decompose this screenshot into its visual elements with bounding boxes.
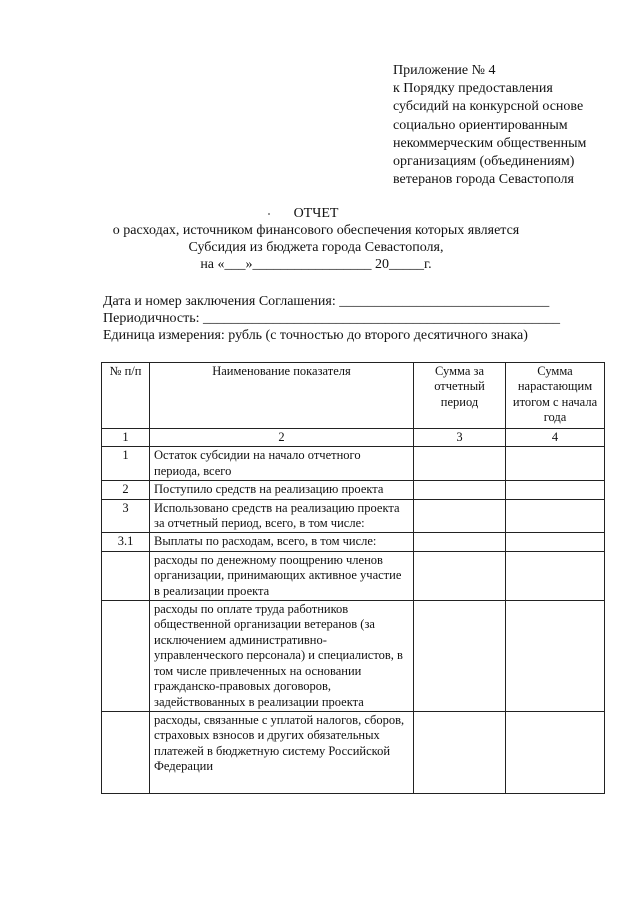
appendix-line: ветеранов города Севастополя [393, 172, 574, 188]
unit-field: Единица измерения: рубль (с точностью до второго десятичного знака) [103, 328, 528, 343]
table-row [102, 499, 605, 533]
row-num: 3.1 [102, 533, 150, 551]
row-name: Выплаты по расходам, всего, в том числе: [150, 533, 414, 551]
column-number: 1 [102, 429, 150, 447]
appendix-line: некоммерческим общественным [393, 135, 587, 151]
header-name: Наименование показателя [150, 363, 414, 429]
row-num: 2 [102, 481, 150, 499]
report-title [60, 205, 572, 273]
row-sum-cumulative [506, 447, 605, 481]
row-sum-cumulative [506, 481, 605, 499]
report-heading: ОТЧЕТ [293, 206, 339, 221]
header-num: № п/п [102, 363, 150, 429]
report-table [101, 362, 605, 794]
row-name: расходы по денежному поощрению членов организации, принимающих активное участие в реализации проекта [150, 551, 414, 600]
appendix-line: Приложение № 4 [393, 63, 496, 78]
row-name: Поступило средств на реализацию проекта [150, 481, 414, 499]
table-row [102, 711, 605, 793]
table-header-row [102, 363, 605, 429]
row-sum-period [414, 551, 506, 600]
column-number: 3 [414, 429, 506, 447]
agreement-field: Дата и номер заключения Соглашения: ______________________________ [103, 294, 550, 309]
table-row [102, 481, 605, 499]
row-sum-cumulative [506, 533, 605, 551]
report-subtitle-line: о расходах, источником финансового обеспечения которых является [112, 223, 520, 238]
row-sum-cumulative [506, 499, 605, 533]
row-sum-period [414, 533, 506, 551]
row-sum-period [414, 481, 506, 499]
row-name: расходы, связанные с уплатой налогов, сборов, страховых взносов и других обязательных платежей в бюджетную систему Российской Федерации [150, 711, 414, 793]
table-row [102, 447, 605, 481]
table-column-number-row [102, 429, 605, 447]
row-sum-period [414, 711, 506, 793]
row-name: Использовано средств на реализацию проекта за отчетный период, всего, в том числе: [150, 499, 414, 533]
report-meta [103, 293, 613, 344]
row-num: 1 [102, 447, 150, 481]
report-subtitle-line: Субсидия из бюджета города Севастополя, [188, 240, 444, 255]
row-sum-period [414, 447, 506, 481]
appendix-line: субсидий на конкурсной основе [393, 99, 584, 115]
row-name: расходы по оплате труда работников общественной организации ветеранов (за исключением административно-управленческого персонала) и специалистов, в том числе привлеченных на основании гражданско-правовых договоров, задействованных в реализации проекта [150, 601, 414, 712]
table-row [102, 533, 605, 551]
row-sum-period [414, 601, 506, 712]
row-sum-cumulative [506, 601, 605, 712]
appendix-block [393, 62, 623, 189]
periodicity-field: Периодичность: ___________________________________________________ [103, 311, 561, 326]
row-num [102, 601, 150, 712]
row-sum-period [414, 499, 506, 533]
appendix-line: социально ориентированным [393, 117, 568, 133]
row-num [102, 711, 150, 793]
table-row [102, 551, 605, 600]
appendix-line: к Порядку предоставления [393, 81, 553, 97]
column-number: 2 [150, 429, 414, 447]
row-sum-cumulative [506, 711, 605, 793]
appendix-line: организациям (объединениям) [393, 154, 575, 170]
row-num [102, 551, 150, 600]
row-sum-cumulative [506, 551, 605, 600]
row-name: Остаток субсидии на начало отчетного периода, всего [150, 447, 414, 481]
header-sum-period: Сумма за отчетный период [414, 363, 506, 429]
table-row [102, 601, 605, 712]
header-sum-cumulative: Сумма нарастающим итогом с начала года [506, 363, 605, 429]
column-number: 4 [506, 429, 605, 447]
report-date-line: на «___»_________________ 20_____г. [200, 257, 432, 272]
row-num: 3 [102, 499, 150, 533]
